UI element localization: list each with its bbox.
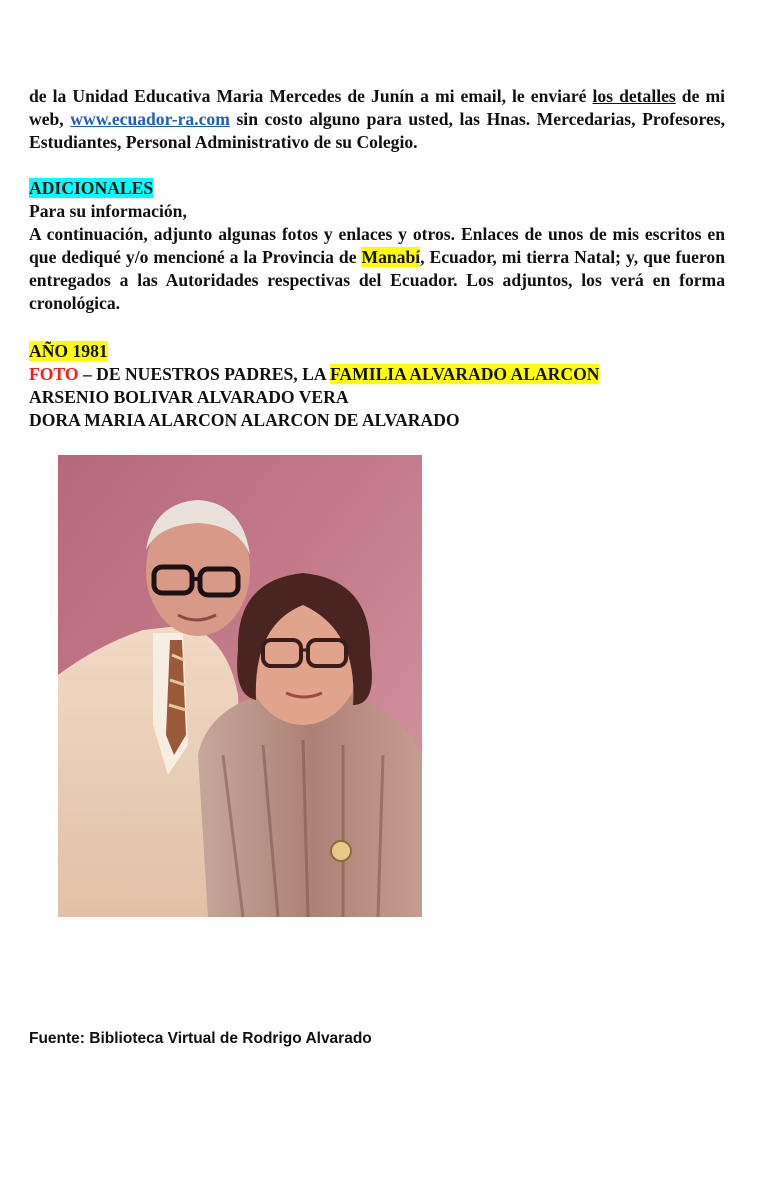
intro-text-c: sin costo alguno para usted, las Hnas. Mercedarias, Profesores, Estudiantes, Personal Administrativo de su Colegio. xyxy=(29,109,725,152)
year-heading: AÑO 1981 xyxy=(29,341,108,361)
source-footer: Fuente: Biblioteca Virtual de Rodrigo Alvarado xyxy=(29,1030,372,1047)
family-photo xyxy=(58,455,422,917)
adicionales-text-a: A continuación, adjunto algunas fotos y enlaces y otros. Enlaces de unos de mis escritos en que dediqué y/o mencioné a la Provincia de xyxy=(29,224,725,267)
adicionales-text-b: , Ecuador, mi tierra Natal; y, que fueron entregados a las Autoridades respectivas del Ecuador. Los adjuntos, los verá en forma cronológica. xyxy=(29,247,725,313)
foto-line xyxy=(29,363,725,386)
intro-paragraph xyxy=(29,85,725,154)
adicionales-paragraph xyxy=(29,223,725,315)
family-photo-illustration xyxy=(58,455,422,917)
mother-name: DORA MARIA ALARCON ALARCON DE ALVARADO xyxy=(29,410,460,430)
website-link[interactable]: www.ecuador-ra.com xyxy=(70,109,230,129)
adicionales-greeting: Para su información, xyxy=(29,201,187,221)
adicionales-section xyxy=(29,177,725,315)
family-name-highlight: FAMILIA ALVARADO ALARCON xyxy=(329,364,600,384)
foto-text: – DE NUESTROS PADRES, LA xyxy=(78,364,330,384)
foto-label: FOTO xyxy=(29,364,79,384)
father-name: ARSENIO BOLIVAR ALVARADO VERA xyxy=(29,387,349,407)
manabi-highlight: Manabí xyxy=(361,247,421,267)
year-section xyxy=(29,340,725,432)
details-underlined: los detalles xyxy=(592,86,676,106)
adicionales-heading: ADICIONALES xyxy=(29,178,154,198)
intro-text-a: de la Unidad Educativa Maria Mercedes de Junín a mi email, le enviaré xyxy=(29,86,593,106)
intro-text-b: de mi web, xyxy=(29,86,725,129)
